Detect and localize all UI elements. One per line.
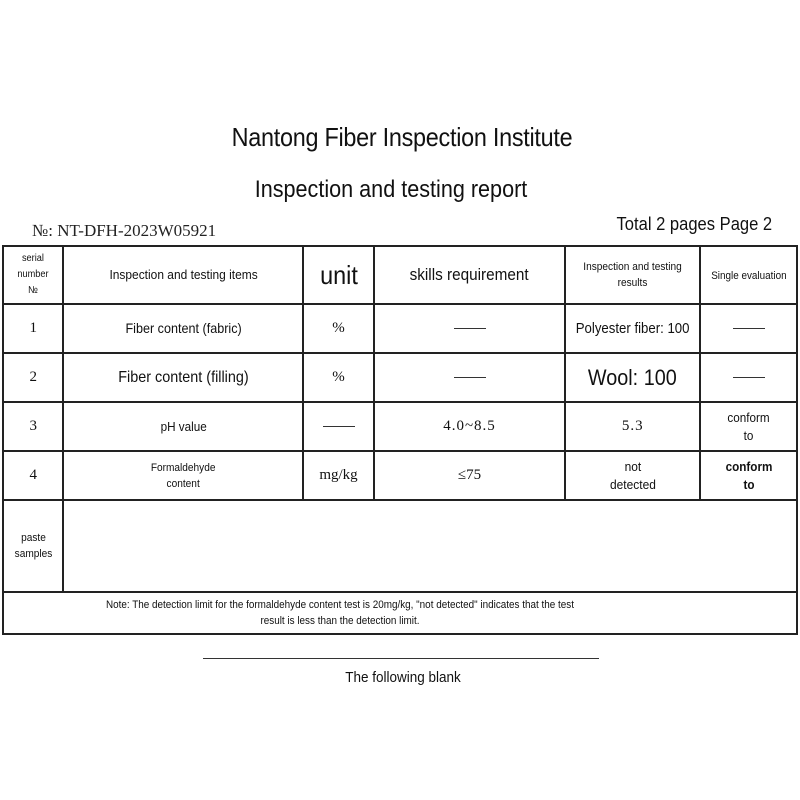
dash-mark [733,328,765,329]
paste-samples-area [63,500,797,592]
row1-result: Polyester fiber: 100 [575,319,690,337]
header-requirement [374,246,565,304]
row4-evaluation [700,451,797,500]
row3-evaluation-line1: conform [727,409,770,425]
note-line2: result is less than the detection limit. [260,615,420,627]
paste-label-line2: samples [14,548,53,560]
note-row [3,592,797,634]
header-result-line1: Inspection and testing [583,261,682,273]
row4-serial: 4 [3,451,63,500]
divider-line [203,658,599,659]
row2-result-cell [565,353,700,402]
row4-evaluation-line1: conform [725,458,773,474]
paste-label-line1: paste [20,532,46,544]
dash-mark [733,377,765,378]
row3-item: pH value [160,418,207,434]
dash-mark [454,328,486,329]
following-blank-text: The following blank [345,669,461,686]
paste-samples-row [3,500,797,592]
row2-evaluation [700,353,797,402]
header-serial-line3: № [28,285,39,296]
row4-item-cell [63,451,303,500]
header-unit [303,246,374,304]
row1-unit: % [303,304,374,353]
row3-requirement: 4.0~8.5 [374,402,565,451]
row2-item: Fiber content (filling) [118,368,249,386]
table-row [3,353,797,402]
header-serial-line2: number [17,269,49,280]
row1-evaluation [700,304,797,353]
row1-item: Fiber content (fabric) [125,319,242,336]
header-evaluation-label: Single evaluation [710,270,787,282]
row2-item-cell [63,353,303,402]
inspection-table [2,245,798,635]
row4-result [565,451,700,500]
report-number: №: NT-DFH-2023W05921 [32,221,217,240]
row3-result: 5.3 [565,402,700,451]
row4-evaluation-line2: to [743,476,755,492]
row3-evaluation-line2: to [743,427,754,443]
row1-item-cell [63,304,303,353]
dash-mark [323,426,355,427]
header-item-label: Inspection and testing items [109,267,258,282]
row3-item-cell [63,402,303,451]
header-unit-label: unit [319,259,358,290]
dash-mark [454,377,486,378]
row3-unit [303,402,374,451]
row2-unit: % [303,353,374,402]
row3-evaluation [700,402,797,451]
note-cell [3,592,797,634]
row2-result: Wool: 100 [588,364,678,390]
row4-requirement: ≤75 [374,451,565,500]
row1-serial: 1 [3,304,63,353]
table-row [3,304,797,353]
note-line1: Note: The detection limit for the formaldehyde content test is 20mg/kg, "not detected" indicates that the test [105,599,575,611]
header-result [565,246,700,304]
header-evaluation [700,246,797,304]
row4-result-line1: not [624,458,642,474]
row2-requirement [374,353,565,402]
paste-samples-label [3,500,63,592]
row4-item-line1: Formaldehyde [151,461,216,474]
header-item [63,246,303,304]
page-info: Total 2 pages Page 2 [616,214,772,234]
row4-unit: mg/kg [303,451,374,500]
header-result-line2: results [617,277,648,289]
table-row [3,402,797,451]
row4-result-line2: detected [609,476,656,492]
row1-result-cell [565,304,700,353]
row4-item-line2: content [166,477,200,490]
header-serial [3,246,63,304]
row1-requirement [374,304,565,353]
row2-serial: 2 [3,353,63,402]
header-requirement-label: skills requirement [409,265,530,284]
report-subtitle: Inspection and testing report [254,176,528,203]
header-serial-line1: serial [22,253,45,264]
table-row [3,451,797,500]
institute-title: Nantong Fiber Inspection Institute [231,122,573,152]
table-header-row [3,246,797,304]
row3-serial: 3 [3,402,63,451]
